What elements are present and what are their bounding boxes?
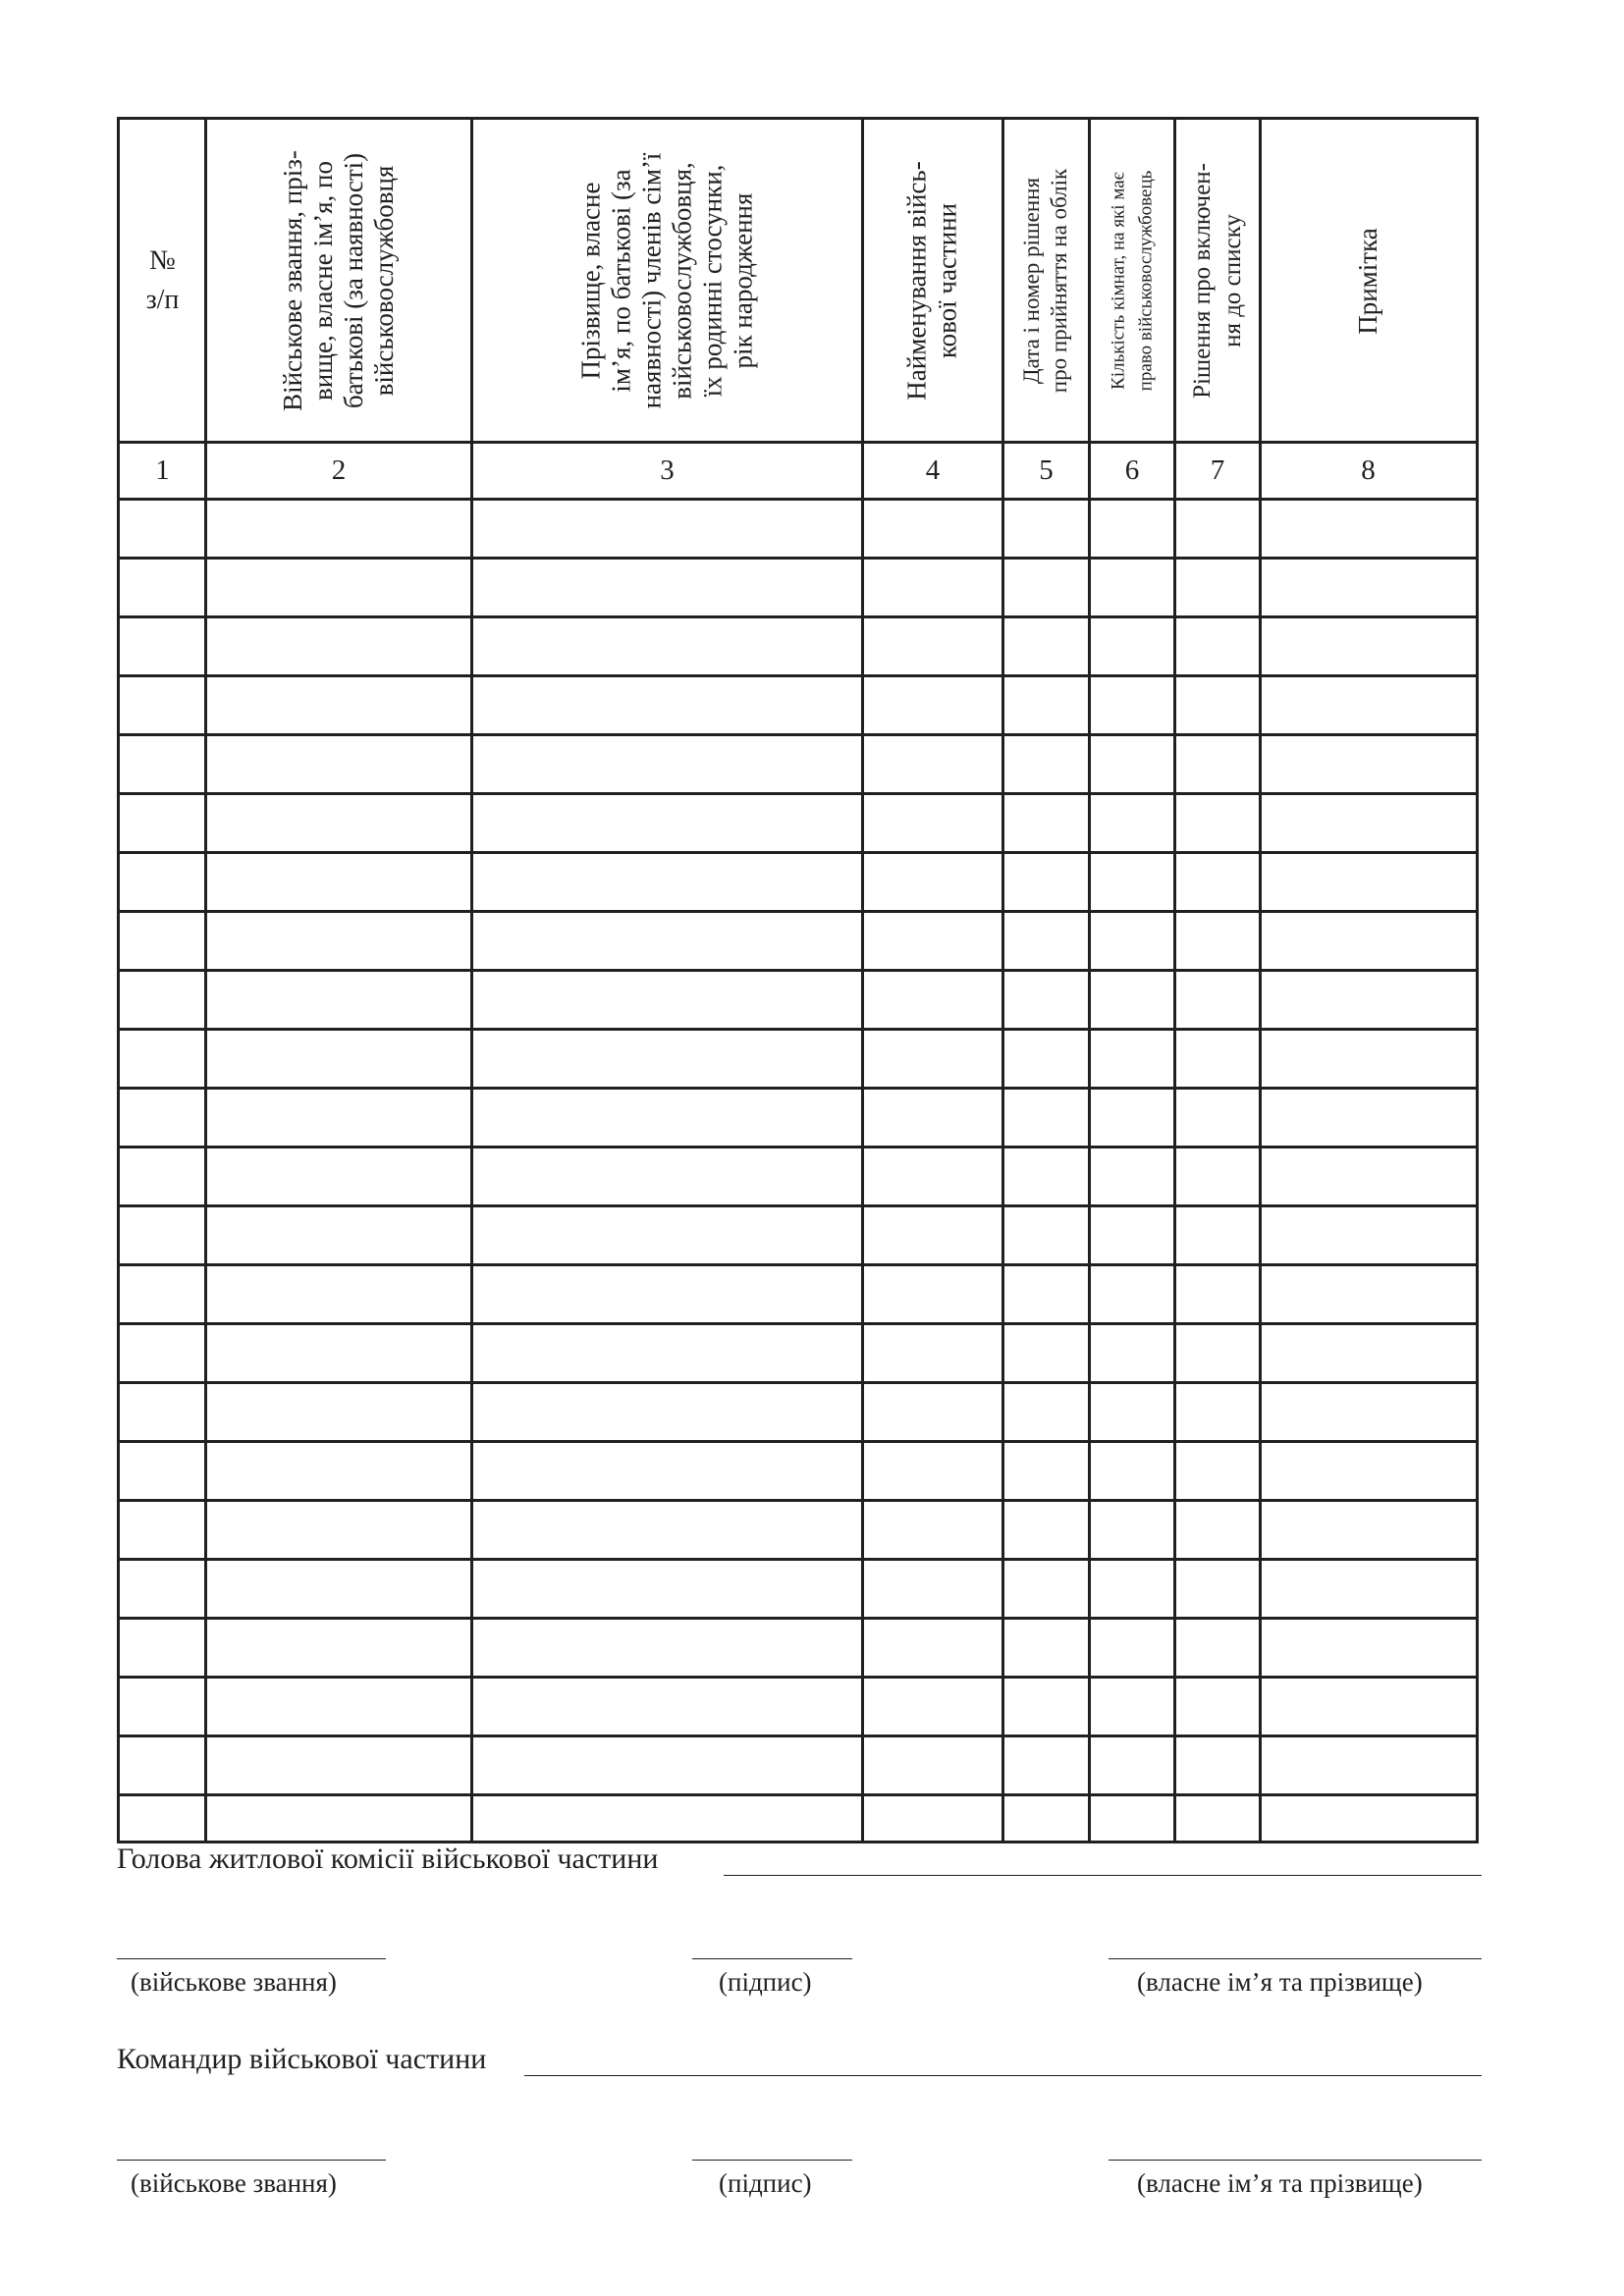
column-number: 2 <box>331 454 347 486</box>
header-text-line: право військовослужбовець <box>1135 170 1156 392</box>
rank-caption: (військове звання) <box>131 1967 337 1997</box>
header-text-line: вище, власне ім’я, по <box>307 161 338 400</box>
header-text-line: військовослужбовця <box>368 165 399 397</box>
header-text-line: ня до списку <box>1219 214 1247 347</box>
header-cell-rank-name <box>206 120 471 442</box>
rank-line <box>117 1958 386 1959</box>
row-divider <box>120 792 1476 795</box>
row-divider <box>120 1676 1476 1679</box>
row-divider <box>120 1322 1476 1325</box>
signature-caption: (підпис) <box>719 2168 812 2198</box>
signature-caption: (підпис) <box>719 1967 812 1997</box>
row-divider <box>120 1558 1476 1561</box>
unit-name-line <box>724 1875 1482 1876</box>
row-divider <box>120 1381 1476 1384</box>
header-text-line: наявності) членів сім’ї <box>636 152 667 409</box>
column-number: 4 <box>925 454 941 486</box>
header-text-line: Прізвище, власне <box>575 182 606 380</box>
header-text-line: Військове звання, пріз- <box>277 150 307 411</box>
header-cell-inclusion-decision <box>1175 120 1260 442</box>
row-divider <box>120 1617 1476 1620</box>
header-text-line: ім’я, по батькові (за <box>606 169 636 393</box>
header-cell-military-unit <box>863 120 1002 442</box>
row-divider <box>120 910 1476 913</box>
signature-line <box>692 1958 852 1959</box>
row-divider <box>120 733 1476 736</box>
column-number: 5 <box>1039 454 1054 486</box>
row-divider <box>120 1793 1476 1796</box>
column-number: 7 <box>1210 454 1225 486</box>
row-divider <box>120 1087 1476 1090</box>
housing-list-table <box>117 117 1479 1843</box>
header-text-line: Найменування війсь- <box>902 161 933 400</box>
row-divider <box>120 1499 1476 1502</box>
signature-line <box>692 2160 852 2161</box>
row-divider <box>120 851 1476 854</box>
header-text-line: Рішення про включен- <box>1189 163 1217 399</box>
row-divider <box>120 1440 1476 1443</box>
header-text-line: з/п <box>145 285 180 315</box>
full-name-caption: (власне ім’я та прізвище) <box>1137 2168 1423 2198</box>
column-number: 8 <box>1361 454 1376 486</box>
header-text-line: їх родинні стосунки, <box>697 164 728 398</box>
full-name-line <box>1109 1958 1482 1959</box>
header-cell-room-count <box>1090 120 1174 442</box>
header-cell-decision-date <box>1003 120 1089 442</box>
row-divider <box>120 1146 1476 1148</box>
header-text-line: Примітка <box>1353 227 1382 335</box>
header-text-line: кової частини <box>933 202 963 359</box>
header-text-line: Дата і номер рішення <box>1019 177 1045 385</box>
header-cell-family-members <box>472 120 862 442</box>
header-cell-note <box>1261 120 1476 442</box>
rank-line <box>117 2160 386 2161</box>
row-divider <box>120 1028 1476 1031</box>
row-divider <box>120 1204 1476 1207</box>
row-divider <box>120 557 1476 560</box>
housing-commission-head-label: Голова житлової комісії військової частини <box>117 1842 659 1875</box>
unit-commander-label: Командир військової частини <box>117 2043 487 2075</box>
row-divider <box>120 1263 1476 1266</box>
header-text-line: Кількість кімнат, на які має <box>1108 172 1128 390</box>
unit-name-line <box>524 2075 1482 2076</box>
row-divider <box>120 674 1476 677</box>
header-text-line: військовослужбовця, <box>667 162 697 400</box>
full-name-line <box>1109 2160 1482 2161</box>
header-text-line: № <box>149 245 176 276</box>
row-divider <box>120 1735 1476 1737</box>
column-number: 1 <box>155 454 170 486</box>
header-cell-number <box>120 120 205 442</box>
header-text-line: про прийняття на облік <box>1047 168 1072 394</box>
row-divider <box>120 969 1476 972</box>
column-number: 6 <box>1124 454 1140 486</box>
header-text-line: батькові (за наявності) <box>338 152 368 409</box>
full-name-caption: (власне ім’я та прізвище) <box>1137 1967 1423 1997</box>
column-number: 3 <box>660 454 675 486</box>
row-divider <box>120 615 1476 618</box>
rank-caption: (військове звання) <box>131 2168 337 2198</box>
header-text-line: рік народження <box>728 192 758 369</box>
